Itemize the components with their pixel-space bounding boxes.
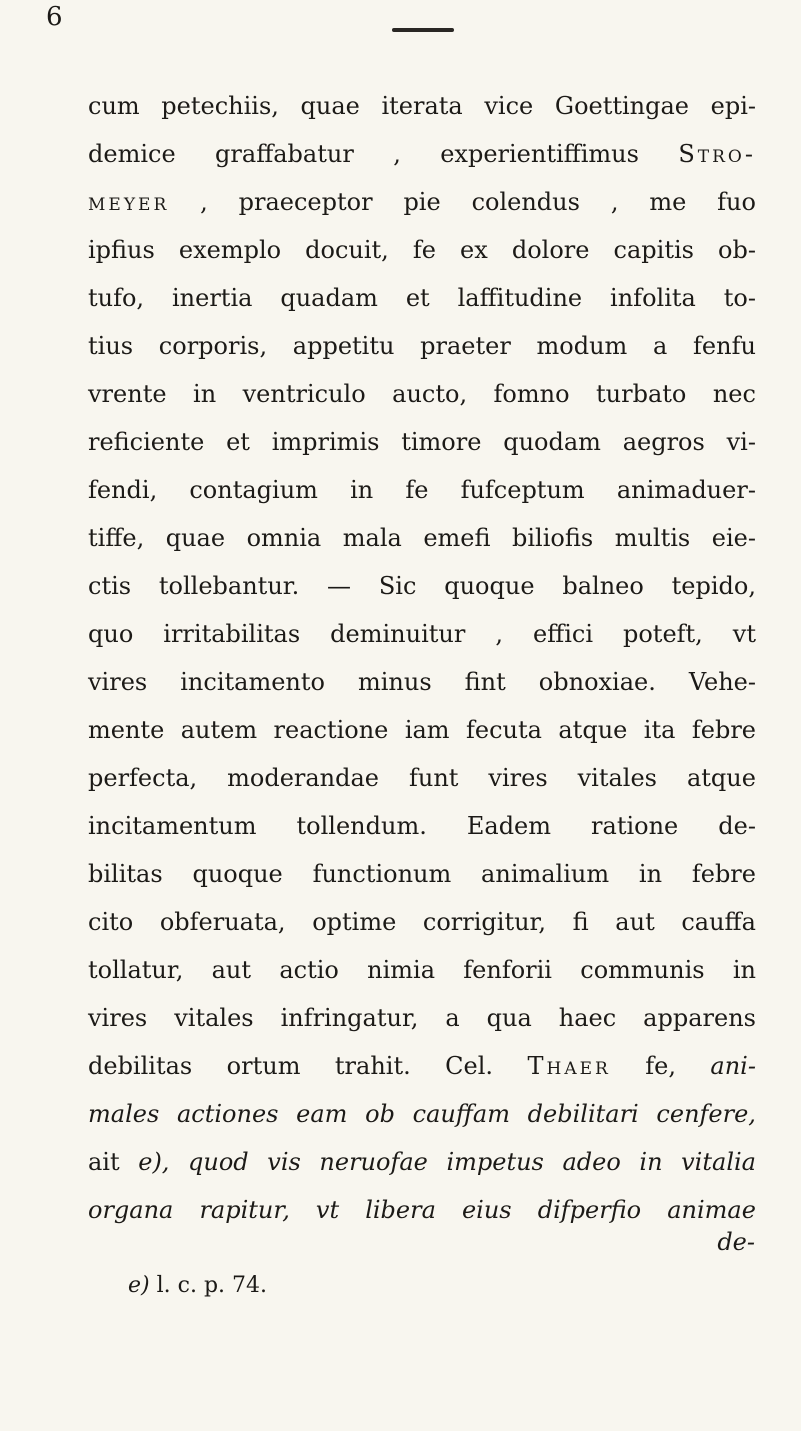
word: fomno (493, 380, 570, 408)
word: fenforii (463, 956, 552, 984)
word: a (445, 1004, 460, 1032)
word: vitalia (681, 1148, 756, 1176)
word: ipfius (88, 236, 155, 264)
word: vires (88, 668, 148, 696)
word: infringatur, (280, 1004, 419, 1032)
text-line (88, 1090, 756, 1138)
word: poteft, (622, 620, 703, 648)
word: vis (267, 1148, 301, 1176)
word: Goettingae (554, 92, 690, 120)
word: , (393, 140, 401, 168)
word: emefi (423, 524, 491, 552)
word: rapitur, (199, 1196, 290, 1224)
word: fuo (717, 188, 756, 216)
word: males (88, 1100, 160, 1128)
word: fi (572, 908, 589, 936)
word: impetus (446, 1148, 544, 1176)
page-number: 6 (46, 2, 63, 32)
text-line (88, 274, 756, 322)
word: tiffe, (88, 524, 145, 552)
word: neruofae (319, 1148, 428, 1176)
word: cum (88, 92, 140, 120)
text-line (88, 226, 756, 274)
word: qua (486, 1004, 532, 1032)
word: minus (357, 668, 432, 696)
word: animaduer- (616, 476, 756, 504)
word: eie- (711, 524, 756, 552)
word: tufo, (88, 284, 145, 312)
word: organa (88, 1196, 174, 1224)
word: febre (691, 716, 756, 744)
word: mente (88, 716, 165, 744)
word: e), (138, 1148, 170, 1176)
word: reficiente (88, 428, 205, 456)
word: quoque (192, 860, 283, 888)
body-text (88, 82, 756, 1234)
text-line (88, 178, 756, 226)
word: tollendum. (296, 812, 427, 840)
word: docuit, (305, 236, 389, 264)
text-line (88, 1042, 756, 1090)
text-line (88, 898, 756, 946)
word: haec (558, 1004, 617, 1032)
word: obferuata, (159, 908, 286, 936)
word: eam (296, 1100, 348, 1128)
footnote-text: l. c. p. 74. (156, 1273, 267, 1298)
word: contagium (189, 476, 318, 504)
word: turbato (596, 380, 687, 408)
footnote-mark: e) (128, 1273, 150, 1298)
word: trahit. (334, 1052, 411, 1080)
word: vi- (726, 428, 756, 456)
word: capitis (613, 236, 694, 264)
word: irritabilitas (163, 620, 301, 648)
word: communis (580, 956, 705, 984)
word: quoque (444, 572, 535, 600)
text-line (88, 466, 756, 514)
word: nec (712, 380, 756, 408)
text-line (88, 754, 756, 802)
word: — (327, 572, 352, 600)
word: Sic (378, 572, 417, 600)
word: atque (686, 764, 756, 792)
word: appetitu (292, 332, 395, 360)
word: iam (404, 716, 450, 744)
word: me (649, 188, 687, 216)
word: effici (532, 620, 593, 648)
word: atque (558, 716, 628, 744)
word: febre (691, 860, 756, 888)
word: fecuta (466, 716, 542, 744)
word: tollatur, (88, 956, 184, 984)
word: ita (643, 716, 676, 744)
word: corrigitur, (422, 908, 547, 936)
word: bilitas (88, 860, 163, 888)
word: Vehe- (688, 668, 756, 696)
word: cenfere, (656, 1100, 756, 1128)
word: graffabatur (215, 140, 354, 168)
word: vitales (174, 1004, 254, 1032)
text-line (88, 514, 756, 562)
word: demice (88, 140, 176, 168)
text-line (88, 130, 756, 178)
word: ob- (718, 236, 756, 264)
word: quae (165, 524, 226, 552)
word: timore (401, 428, 482, 456)
word: debilitas (88, 1052, 193, 1080)
word: a (653, 332, 668, 360)
text-line (88, 706, 756, 754)
word: fendi, (88, 476, 158, 504)
word: vires (488, 764, 548, 792)
word: ob (365, 1100, 395, 1128)
word: autem (180, 716, 258, 744)
word: epi- (710, 92, 756, 120)
word: ex (460, 236, 488, 264)
word: laffitudine (457, 284, 583, 312)
word: fenfu (693, 332, 756, 360)
word: in (350, 476, 374, 504)
word: , (200, 188, 208, 216)
word: vitales (577, 764, 657, 792)
word: aut (615, 908, 655, 936)
word: vice (484, 92, 534, 120)
word: obnoxiae. (538, 668, 656, 696)
word: experientiffimus (440, 140, 639, 168)
word: in (732, 956, 756, 984)
word: Stro- (678, 140, 756, 168)
word: quo (88, 620, 134, 648)
word: ventriculo (242, 380, 366, 408)
text-line (88, 370, 756, 418)
word: imprimis (271, 428, 380, 456)
word: multis (614, 524, 691, 552)
word: adeo (562, 1148, 621, 1176)
word: Eadem (466, 812, 552, 840)
word: dolore (511, 236, 590, 264)
text-line (88, 994, 756, 1042)
word: cito (88, 908, 134, 936)
word: aut (211, 956, 252, 984)
word: infolita (610, 284, 696, 312)
word: functionum (312, 860, 452, 888)
text-line (88, 802, 756, 850)
word: exemplo (178, 236, 282, 264)
word: tepido, (671, 572, 756, 600)
word: reactione (273, 716, 389, 744)
word: iterata (381, 92, 463, 120)
word: Cel. (445, 1052, 494, 1080)
word: balneo (562, 572, 644, 600)
word: praeter (420, 332, 511, 360)
text-line (88, 610, 756, 658)
text-line (88, 658, 756, 706)
word: et (405, 284, 430, 312)
word: libera (365, 1196, 436, 1224)
word: tollebantur. (158, 572, 300, 600)
word: modum (536, 332, 628, 360)
text-line (88, 1186, 756, 1234)
header-rule (392, 28, 454, 32)
text-line (88, 946, 756, 994)
word: colendus (471, 188, 580, 216)
word: aegros (622, 428, 705, 456)
text-line (88, 1138, 756, 1186)
footnote (128, 1270, 267, 1302)
word: biliofis (512, 524, 594, 552)
word: ortum (226, 1052, 301, 1080)
word: tius (88, 332, 134, 360)
word: ctis (88, 572, 132, 600)
word: , (495, 620, 503, 648)
word: petechiis, (161, 92, 279, 120)
word: deminuitur (330, 620, 466, 648)
word: cauffam (412, 1100, 510, 1128)
word: actio (279, 956, 339, 984)
word: quae (300, 92, 360, 120)
word: inertia (171, 284, 253, 312)
word: animalium (481, 860, 610, 888)
word: , (610, 188, 619, 216)
text-line (88, 322, 756, 370)
word: corporis, (158, 332, 268, 360)
word: cauffa (681, 908, 756, 936)
word: ani- (710, 1052, 756, 1080)
word: perfecta, (88, 764, 198, 792)
word: to- (723, 284, 756, 312)
word: fe (405, 476, 429, 504)
text-line (88, 418, 756, 466)
word: vrente (88, 380, 167, 408)
word: fe, (645, 1052, 676, 1080)
word: meyer (88, 188, 170, 216)
word: de- (718, 812, 756, 840)
word: fe (412, 236, 436, 264)
word: vt (315, 1196, 340, 1224)
word: in (638, 860, 663, 888)
text-line (88, 562, 756, 610)
word: optime (312, 908, 397, 936)
word: nimia (367, 956, 435, 984)
word: omnia (246, 524, 322, 552)
word: vt (732, 620, 756, 648)
word: fint (464, 668, 506, 696)
word: moderandae (227, 764, 380, 792)
word: pie (403, 188, 441, 216)
catchword: de- (717, 1228, 755, 1256)
word: praeceptor (238, 188, 373, 216)
word: vires (88, 1004, 148, 1032)
word: ait (88, 1148, 120, 1176)
word: quodam (503, 428, 601, 456)
word: incitamentum (88, 812, 257, 840)
word: in (193, 380, 217, 408)
word: quadam (280, 284, 378, 312)
word: aucto, (392, 380, 468, 408)
word: quod (188, 1148, 249, 1176)
text-line (88, 82, 756, 130)
word: Thaer (527, 1052, 611, 1080)
word: mala (342, 524, 402, 552)
word: et (226, 428, 250, 456)
word: fufceptum (460, 476, 585, 504)
word: animae (667, 1196, 756, 1224)
text-line (88, 850, 756, 898)
word: in (639, 1148, 663, 1176)
word: apparens (643, 1004, 756, 1032)
word: difperfio (537, 1196, 642, 1224)
word: ratione (591, 812, 679, 840)
word: actiones (176, 1100, 279, 1128)
word: incitamento (180, 668, 325, 696)
word: funt (408, 764, 459, 792)
word: eius (461, 1196, 512, 1224)
word: debilitari (527, 1100, 639, 1128)
